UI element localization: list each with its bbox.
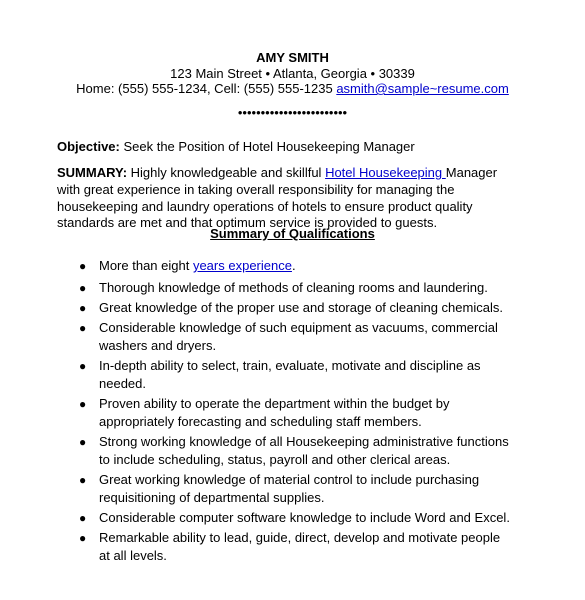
summary-text: Highly knowledgeable and skillful [127,165,326,180]
item-text: Considerable computer software knowledge to include Word and Excel. [99,510,510,525]
summary-label: SUMMARY: [57,165,128,180]
bullet-icon: ● [79,301,87,315]
bullet-icon: ● [79,473,87,487]
summary-line: standards are met and that optimum service is provided to guests. [57,215,438,231]
email-link[interactable]: asmith@sample~resume.com [336,81,509,96]
bullet-icon: ● [79,531,87,545]
list-item [79,433,569,469]
bullet-icon: ● [79,281,87,295]
item-text: to include scheduling, status, payroll and other clerical areas. [99,452,451,467]
list-item [79,509,569,527]
item-text: washers and dryers. [99,338,217,353]
contact-line [0,80,585,98]
list-item [79,471,569,507]
item-text: Proven ability to operate the department within the budget by [99,396,450,411]
bullet-icon: ● [79,259,87,273]
item-text: Considerable knowledge of such equipment as vacuums, commercial [99,320,498,335]
list-item [79,319,569,355]
list-item [79,395,569,431]
item-text: needed. [99,376,146,391]
bullet-icon: ● [79,359,87,373]
summary-paragraph [57,165,507,232]
item-text: appropriately forecasting and scheduling staff members. [99,414,422,429]
item-text: Great knowledge of the proper use and storage of cleaning chemicals. [99,300,503,315]
bullet-icon: ● [79,321,87,335]
item-text: Strong working knowledge of all Housekeeping administrative functions [99,434,509,449]
summary-line: housekeeping and laundry operations of hotels to ensure product quality [57,198,473,214]
item-text: requisitioning of departmental supplies. [99,490,325,505]
qualifications-list [79,257,569,565]
item-text: Remarkable ability to lead, guide, direct, develop and motivate people [99,530,501,545]
objective-label: Objective: [57,139,120,154]
list-item [79,257,569,275]
hotel-housekeeping-link[interactable]: Hotel Housekeeping [325,165,446,180]
qualifications-heading: Summary of Qualifications [210,226,375,241]
item-text: More than eight [99,258,193,273]
item-text: Thorough knowledge of methods of cleaning rooms and laundering. [99,280,488,295]
phone-numbers: Home: (555) 555-1234, Cell: (555) 555-1235 [76,81,337,96]
section-divider: •••••••••••••••••••••••• [237,105,348,120]
item-text: In-depth ability to select, train, evaluate, motivate and discipline as [99,358,481,373]
list-item [79,529,569,565]
list-item [79,279,569,297]
bullet-icon: ● [79,435,87,449]
objective-text: Seek the Position of Hotel Housekeeping Manager [119,139,415,154]
years-experience-link[interactable]: years experience [192,258,292,273]
item-text: Great working knowledge of material control to include purchasing [99,472,480,487]
item-text: at all levels. [99,548,167,563]
summary-text: Manager [445,165,498,180]
objective [57,138,415,156]
summary-line [57,165,507,182]
item-text: . [291,258,296,273]
bullet-icon: ● [79,397,87,411]
summary-line: with great experience in taking overall responsibility for managing the [57,181,455,197]
list-item [79,357,569,393]
candidate-name: AMY SMITH [256,50,329,65]
address-line: 123 Main Street • Atlanta, Georgia • 30339 [170,66,415,81]
list-item [79,299,569,317]
bullet-icon: ● [79,511,87,525]
